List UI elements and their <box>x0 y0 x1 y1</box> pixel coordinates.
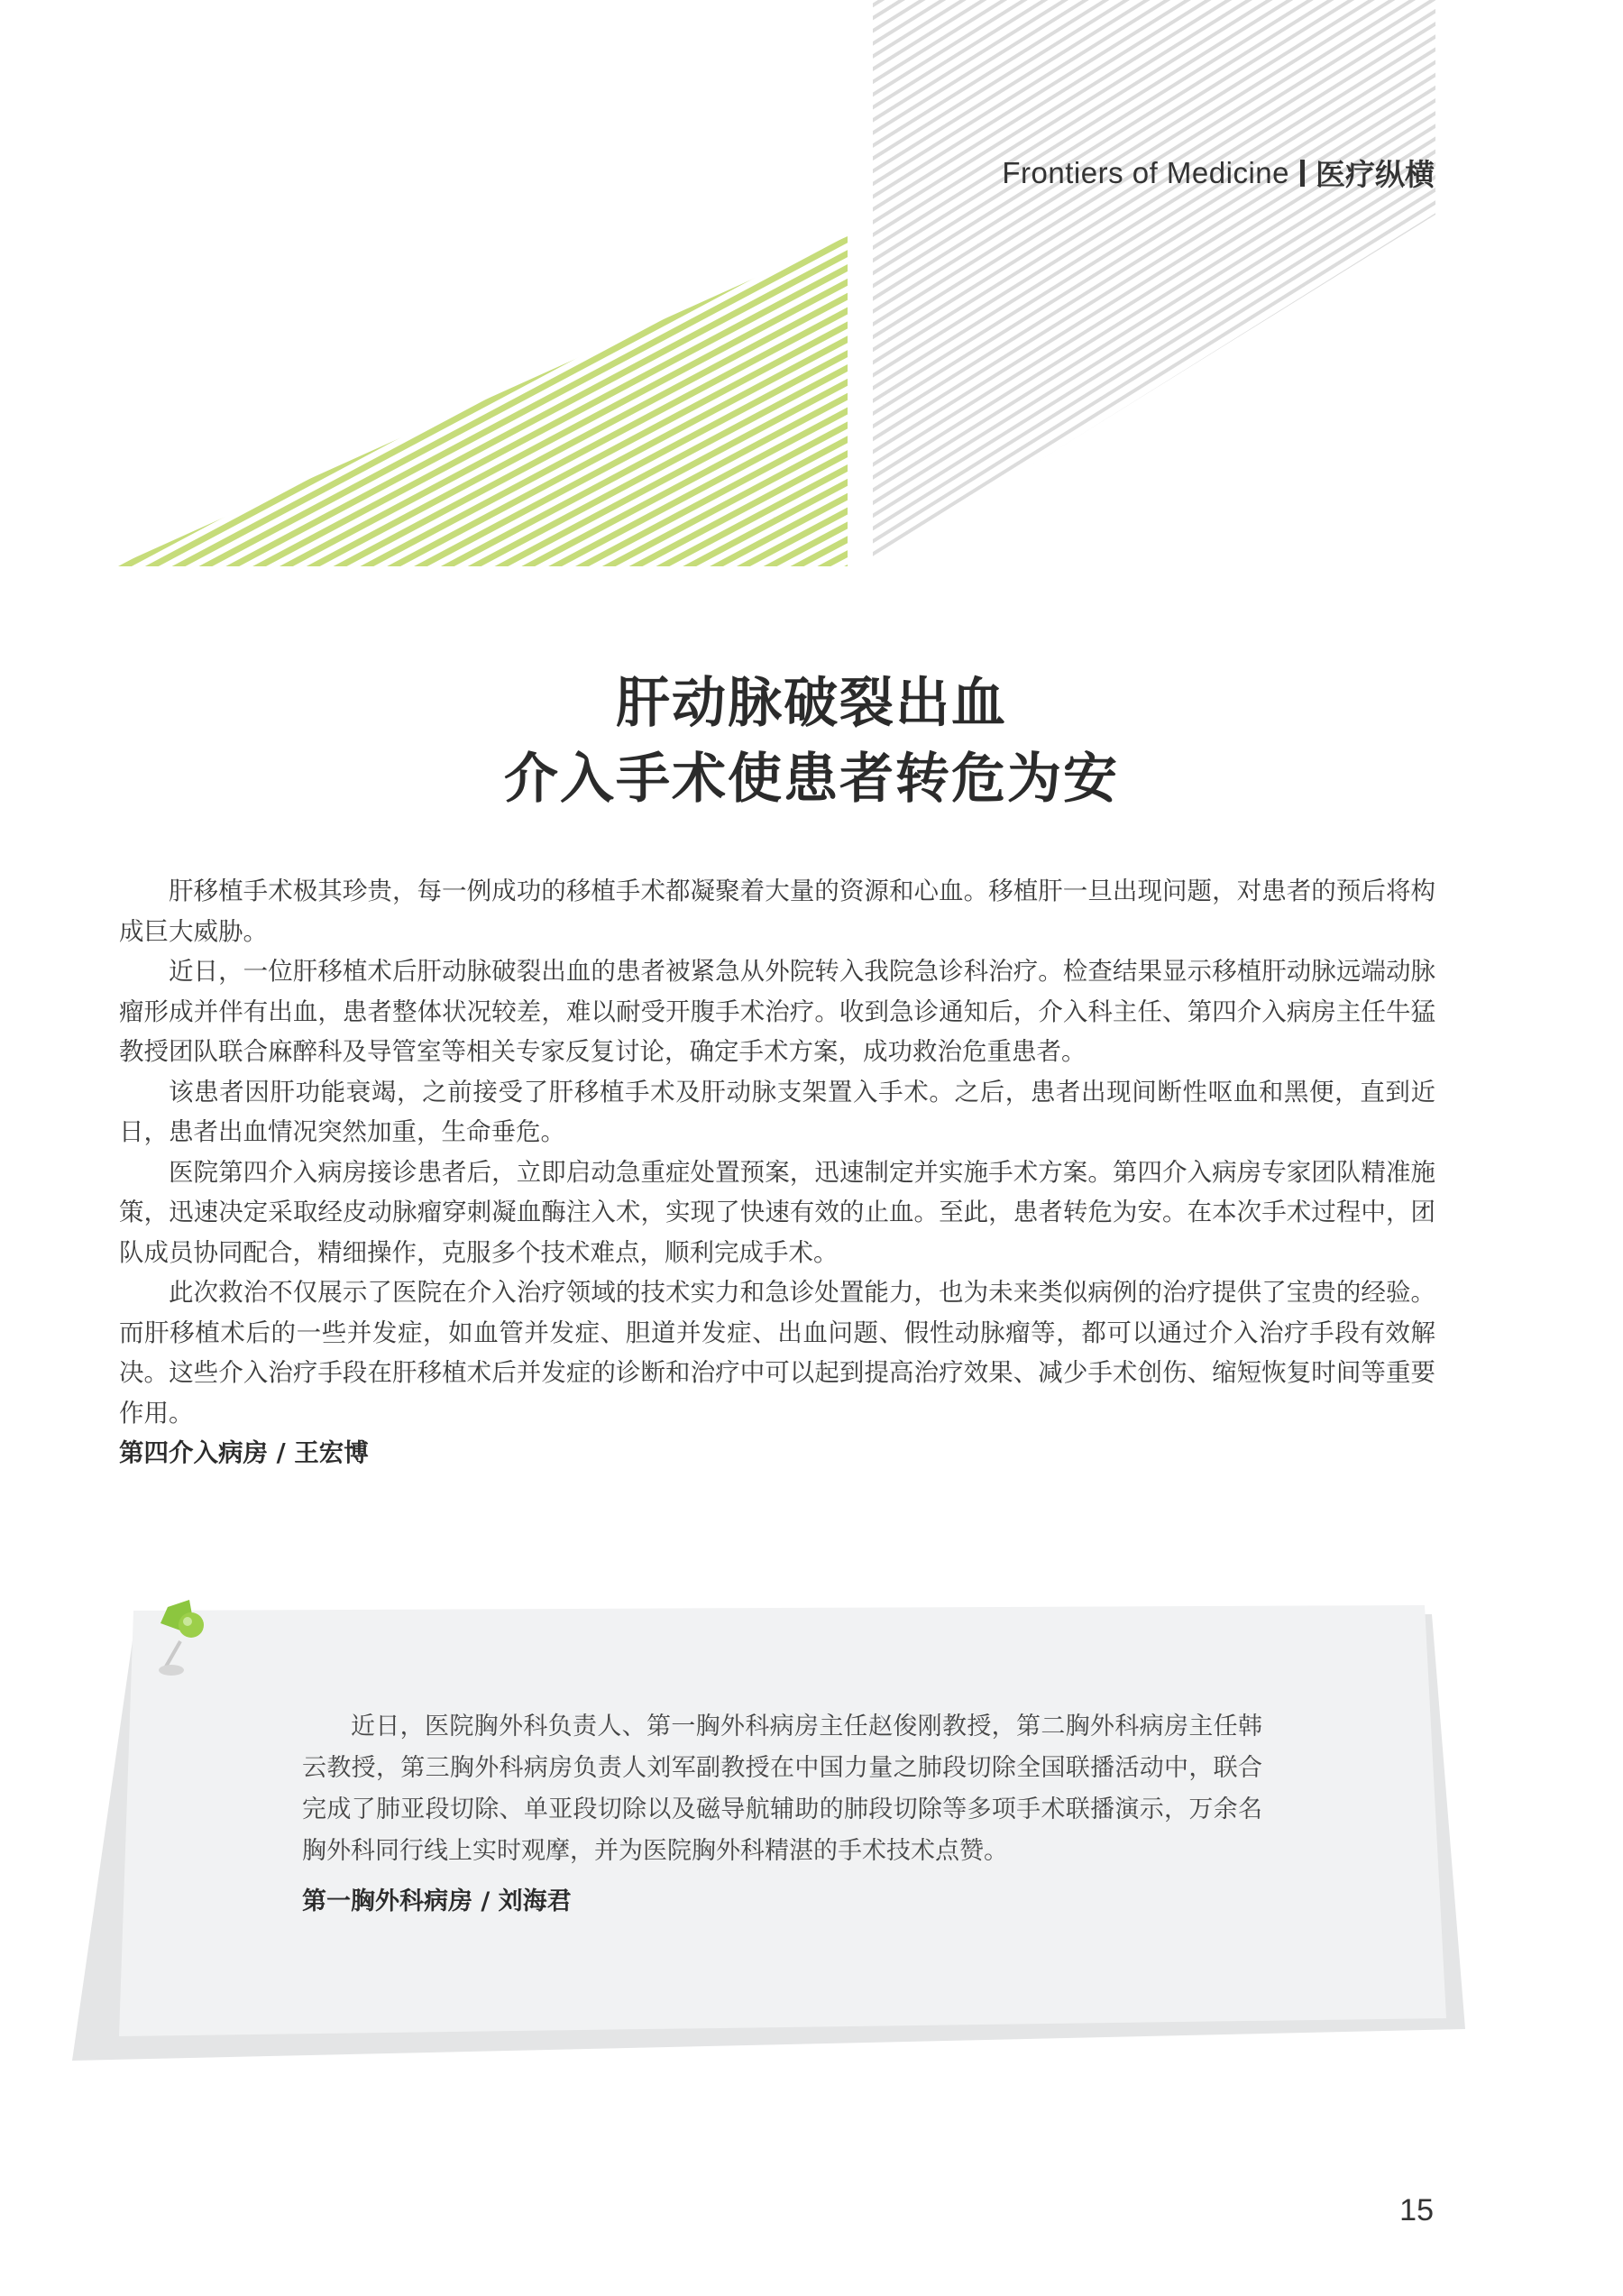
decorative-striped-banner <box>0 0 1623 577</box>
section-title-zh: 医疗纵横 <box>1316 157 1435 192</box>
article-body <box>119 871 1435 1474</box>
page-number: 15 <box>1399 2193 1434 2227</box>
article-title <box>0 666 1623 817</box>
title-line-2: 介入手术使患者转危为安 <box>504 748 1119 811</box>
article-paragraph: 此次救治不仅展示了医院在介入治疗领域的技术实力和急诊处置能力，也为未来类似病例的治疗提供了宝贵的经验。而肝移植术后的一些并发症，如血管并发症、胆道并发症、出血问题、假性动脉瘤等，都可以通过介入治疗手段有效解决。这些介入治疗手段在肝移植术后并发症的诊断和治疗中可以起到提高治疗效果、减少手术创伤、缩短恢复时间等重要作用。 <box>119 1278 1435 1428</box>
green-striped-triangle <box>115 236 848 566</box>
note-paragraph: 近日，医院胸外科负责人、第一胸外科病房主任赵俊刚教授，第二胸外科病房主任韩云教授，第三胸外科病房负责人刘军副教授在中国力量之肺段切除全国联播活动中，联合完成了肺亚段切除、单亚段切除以及磁导航辅助的肺段切除等多项手术联播演示，万余名胸外科同行线上实时观摩，并为医院胸外科精湛的手术技术点赞。 <box>302 1713 1262 1865</box>
title-line-1: 肝动脉破裂出血 <box>616 672 1007 735</box>
note-content <box>302 1706 1262 1923</box>
header-separator <box>1300 160 1305 187</box>
section-header <box>1002 152 1435 194</box>
article-paragraph: 医院第四介入病房接诊患者后，立即启动急重症处置预案，迅速制定并实施手术方案。第四介入病房专家团队精准施策，迅速决定采取经皮动脉瘤穿刺凝血酶注入术，实现了快速有效的止血。至此，患者转危为安。在本次手术过程中，团队成员协同配合，精细操作，克服多个技术难点，顺利完成手术。 <box>119 1157 1435 1267</box>
note-byline: 第一胸外科病房 / 刘海君 <box>302 1887 572 1915</box>
article-byline: 第四介入病房 / 王宏博 <box>119 1438 369 1467</box>
article-paragraph: 该患者因肝功能衰竭，之前接受了肝移植手术及肝动脉支架置入手术。之后，患者出现间断性呕血和黑便，直到近日，患者出血情况突然加重，生命垂危。 <box>119 1077 1435 1146</box>
gray-striped-panel <box>873 0 1435 564</box>
article-paragraph: 近日，一位肝移植术后肝动脉破裂出血的患者被紧急从外院转入我院急诊科治疗。检查结果显示移植肝动脉远端动脉瘤形成并伴有出血，患者整体状况较差，难以耐受开腹手术治疗。收到急诊通知后，介入科主任、第四介入病房主任牛猛教授团队联合麻醉科及导管室等相关专家反复讨论，确定手术方案，成功救治危重患者。 <box>119 957 1435 1066</box>
section-title-en: Frontiers of Medicine <box>1002 155 1289 189</box>
article-paragraph: 肝移植手术极其珍贵，每一例成功的移植手术都凝聚着大量的资源和心血。移植肝一旦出现问题，对患者的预后将构成巨大威胁。 <box>119 877 1435 946</box>
